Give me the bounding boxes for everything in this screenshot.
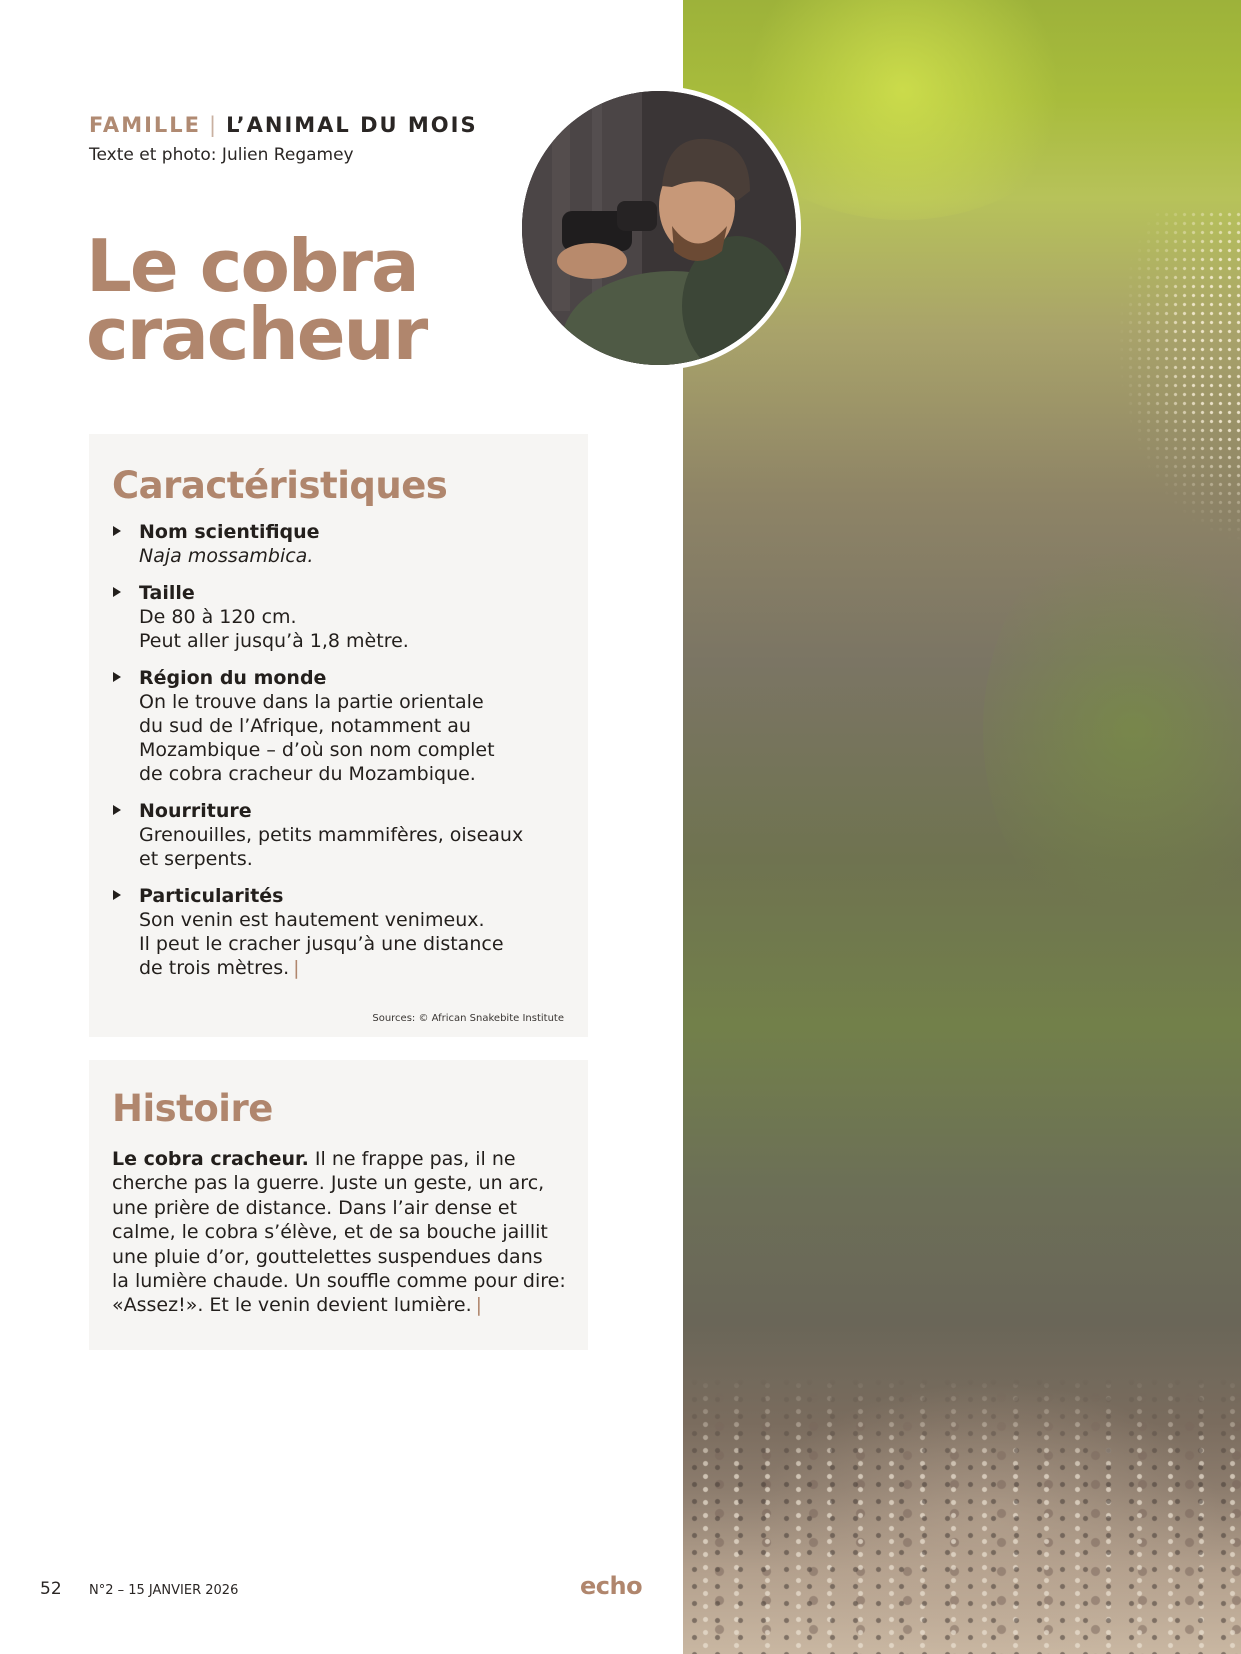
item-text: du sud de l’Afrique, notamment au: [139, 715, 471, 737]
history-line: cherche pas la guerre. Juste un geste, un arc,: [112, 1172, 545, 1195]
item-text: de trois mètres.: [139, 957, 290, 979]
history-lead: Le cobra cracheur.: [112, 1148, 309, 1170]
characteristics-box: [89, 434, 588, 1037]
item-text: Mozambique – d’où son nom complet: [139, 739, 495, 761]
bullet-triangle-icon: [113, 587, 121, 597]
history-text: [112, 1147, 572, 1318]
section-label: FAMILLE: [89, 113, 202, 137]
item-text: Son venin est hautement venimeux.: [139, 909, 485, 931]
item-label: Taille: [139, 582, 195, 604]
title-line-1: Le cobra: [86, 224, 418, 308]
end-mark: |: [293, 957, 300, 979]
history-heading: Histoire: [112, 1087, 273, 1130]
photo-gravel-ground: [683, 1374, 1241, 1654]
sources-credit: Sources: © African Snakebite Institute: [372, 1013, 564, 1024]
end-mark: |: [475, 1294, 483, 1317]
kicker-separator: |: [209, 113, 219, 137]
rubric-label: L’ANIMAL DU MOIS: [226, 113, 478, 137]
history-line: une prière de distance. Dans l’air dense et: [112, 1196, 518, 1219]
history-line: «Assez!». Et le venin devient lumière.: [112, 1294, 472, 1317]
history-line: Il ne frappe pas, il ne: [308, 1148, 516, 1170]
bullet-triangle-icon: [113, 672, 121, 682]
item-text: et serpents.: [139, 848, 253, 870]
venom-spray: [1063, 210, 1241, 590]
item-label: Nourriture: [139, 800, 252, 822]
item-text: Naja mossambica.: [139, 545, 314, 567]
page-number: 52: [40, 1579, 62, 1599]
item-text: Grenouilles, petits mammifères, oiseaux: [139, 824, 524, 846]
issue-info: N°2 – 15 JANVIER 2026: [89, 1583, 239, 1598]
item-text: de cobra cracheur du Mozambique.: [139, 763, 476, 785]
section-kicker: [89, 113, 478, 137]
bullet-triangle-icon: [113, 890, 121, 900]
item-text: On le trouve dans la partie orientale: [139, 691, 484, 713]
history-line: la lumière chaude. Un souffle comme pour dire:: [112, 1270, 566, 1293]
list-item: [112, 884, 572, 980]
list-item: [112, 666, 572, 786]
author-portrait-illustration: [522, 91, 796, 365]
item-label: Nom scientifique: [139, 521, 320, 543]
list-item: [112, 520, 572, 568]
item-text: De 80 à 120 cm.: [139, 606, 297, 628]
item-label: Région du monde: [139, 667, 327, 689]
list-item: [112, 581, 572, 653]
item-text-last: [139, 956, 572, 980]
author-portrait: [517, 86, 801, 370]
page-title: [86, 224, 427, 376]
characteristics-list: [112, 520, 572, 993]
magazine-logo: echo: [580, 1572, 643, 1600]
bullet-triangle-icon: [113, 805, 121, 815]
item-text: Peut aller jusqu’à 1,8 mètre.: [139, 630, 409, 652]
item-label: Particularités: [139, 885, 284, 907]
title-line-2: cracheur: [86, 292, 427, 376]
item-text: Il peut le cracher jusqu’à une distance: [139, 933, 504, 955]
history-line: calme, le cobra s’élève, et de sa bouche jaillit: [112, 1221, 548, 1244]
characteristics-heading: Caractéristiques: [112, 464, 448, 507]
history-box: [89, 1060, 588, 1350]
author-portrait-photo: [522, 91, 796, 365]
history-line: une pluie d’or, gouttelettes suspendues dans: [112, 1245, 543, 1268]
byline: Texte et photo: Julien Regamey: [89, 145, 354, 165]
list-item: [112, 799, 572, 871]
bullet-triangle-icon: [113, 526, 121, 536]
